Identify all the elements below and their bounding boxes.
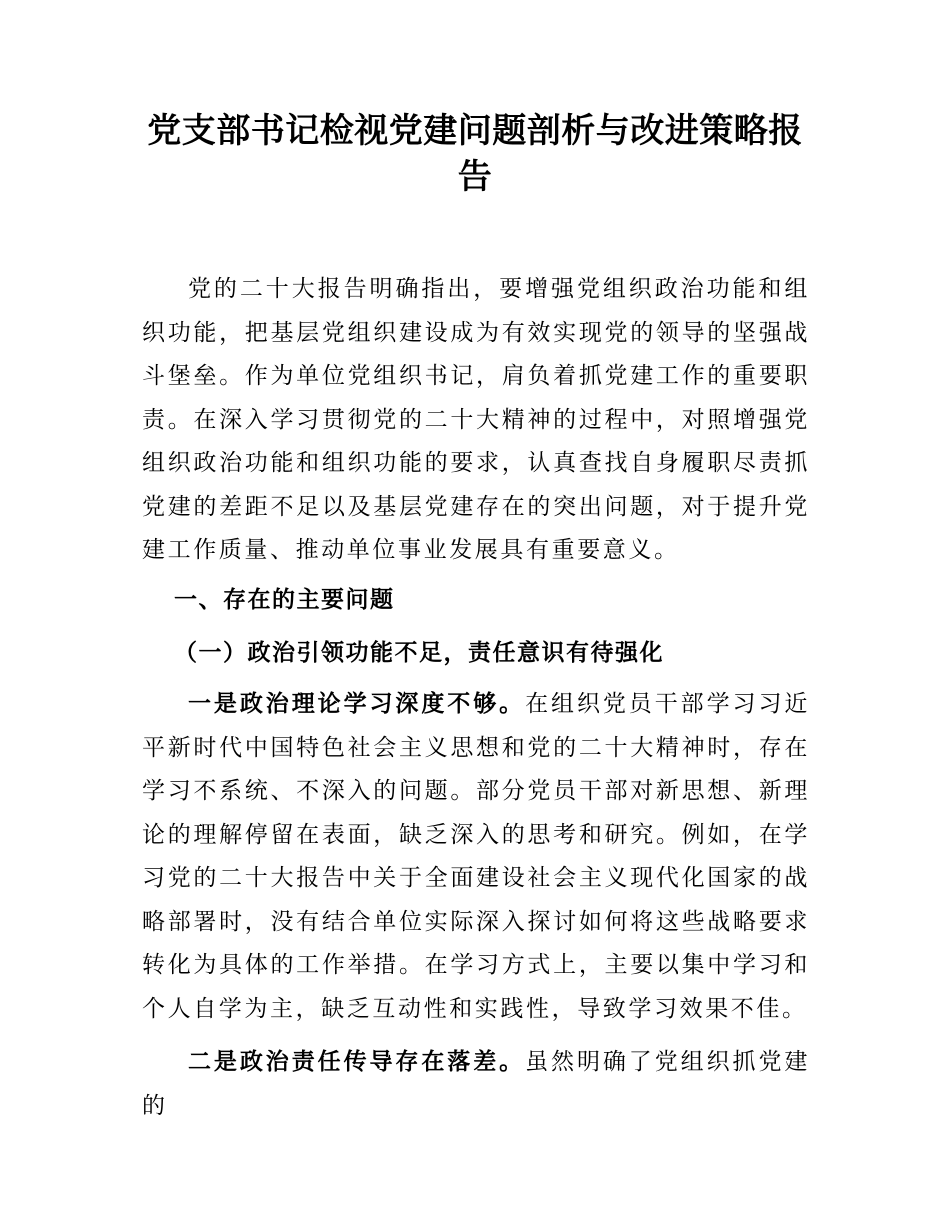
subsection-heading-political-leadership: （一）政治引领功能不足，责任意识有待强化 <box>174 639 664 666</box>
paragraph-lead-responsibility: 二是政治责任传导存在落差。 <box>188 1049 526 1075</box>
intro-paragraph: 党的二十大报告明确指出，要增强党组织政治功能和组织功能，把基层党组织建设成为有效实现党的领导的坚强战斗堡垒。作为单位党组织书记，肩负着抓党建工作的重要职责。在深入学习贯彻党的二十大精神的过程中，对照增强党组织政治功能和组织功能的要求，认真查找自身履职尽责抓党建的差距不足以及基层党建存在的突出问题，对于提升党建工作质量、推动单位事业发展具有重要意义。 <box>142 276 810 563</box>
document-title: 党支部书记检视党建问题剖析与改进策略报告 <box>147 111 803 197</box>
paragraph-text-responsibility: 虽然明确了党组织抓党建的 <box>142 1049 810 1119</box>
section-heading-main-problems: 一、存在的主要问题 <box>174 587 395 613</box>
paragraph-text-theory-study: 在组织党员干部学习习近平新时代中国特色社会主义思想和党的二十大精神时，存在学习不系统、不深入的问题。部分党员干部对新思想、新理论的理解停留在表面，缺乏深入的思考和研究。例如，在学习党的二十大报告中关于全面建设社会主义现代化国家的战略部署时，没有结合单位实际深入探讨如何将这些战略要求转化为具体的工作举措。在学习方式上，主要以集中学习和个人自学为主，缺乏互动性和实践性，导致学习效果不佳。 <box>142 691 810 1022</box>
paragraph-theory-study <box>142 683 810 1031</box>
paragraph-lead-theory-study: 一是政治理论学习深度不够。 <box>188 691 526 717</box>
paragraph-responsibility-transmission <box>142 1041 810 1128</box>
